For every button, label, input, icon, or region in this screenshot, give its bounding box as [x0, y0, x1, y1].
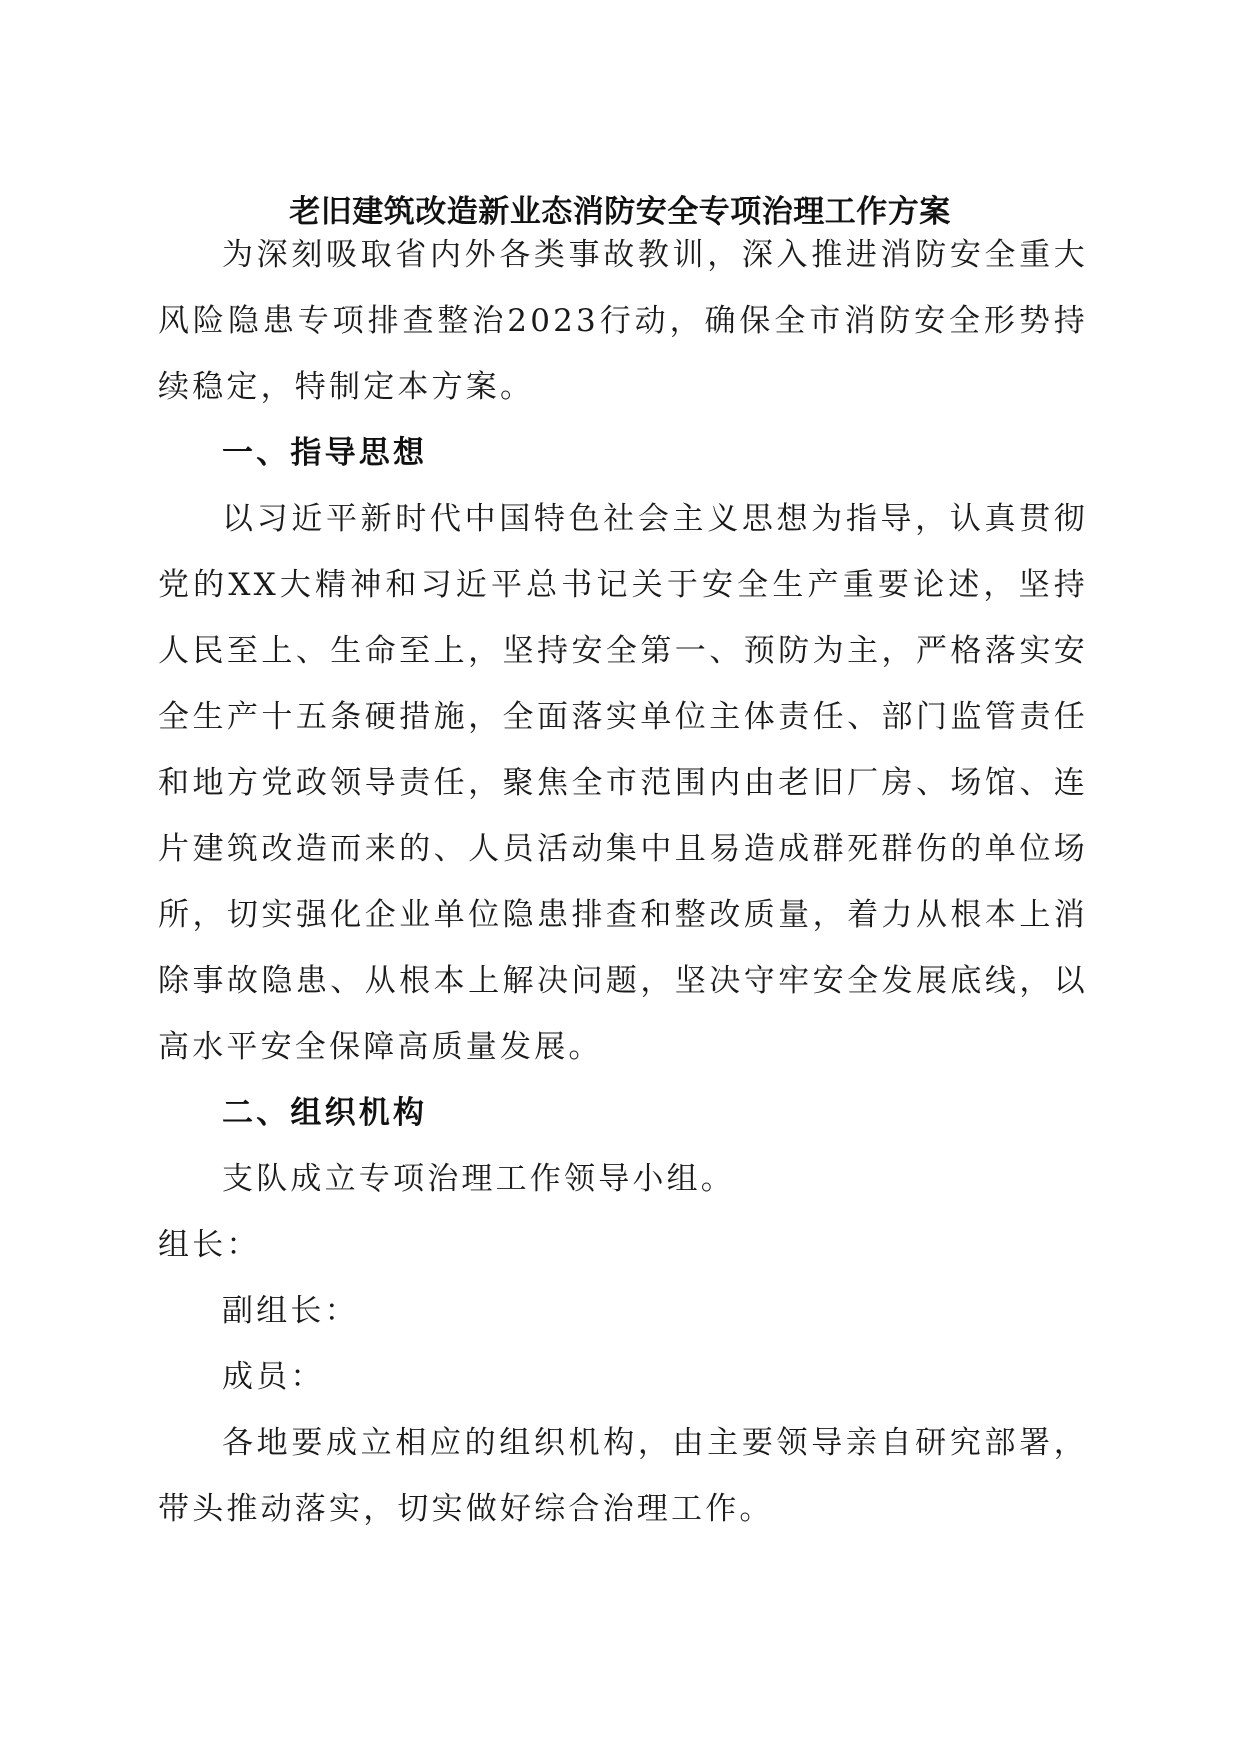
organization-paragraph: 支队成立专项治理工作领导小组。 — [222, 1161, 735, 1197]
members-line: 成员： — [222, 1359, 325, 1395]
deputy-leader-line: 副组长： — [222, 1293, 359, 1329]
section-heading-guiding-ideology: 一、指导思想 — [222, 435, 428, 471]
intro-paragraph: 为深刻吸取省内外各类事故教训，深入推进消防安全重大风险隐患专项排查整治2023行动，确保全市消防安全形势持续稳定，特制定本方案。 — [158, 237, 1088, 405]
document-body — [158, 222, 1088, 1542]
leader-line: 组长： — [158, 1227, 261, 1263]
guiding-ideology-paragraph: 以习近平新时代中国特色社会主义思想为指导，认真贯彻党的XX大精神和习近平总书记关于安全生产重要论述，坚持人民至上、生命至上，坚持安全第一、预防为主，严格落实安全生产十五条硬措施，全面落实单位主体责任、部门监管责任和地方党政领导责任，聚焦全市范围内由老旧厂房、场馆、连片建筑改造而来的、人员活动集中且易造成群死群伤的单位场所，切实强化企业单位隐患排查和整改质量，着力从根本上消除事故隐患、从根本上解决问题，坚决守牢安全发展底线，以高水平安全保障高质量发展。 — [158, 501, 1088, 1065]
section-heading-organization: 二、组织机构 — [222, 1095, 428, 1131]
document-title: 老旧建筑改造新业态消防安全专项治理工作方案 — [289, 194, 951, 230]
closing-paragraph: 各地要成立相应的组织机构，由主要领导亲自研究部署，带头推动落实，切实做好综合治理工作。 — [158, 1425, 1088, 1527]
